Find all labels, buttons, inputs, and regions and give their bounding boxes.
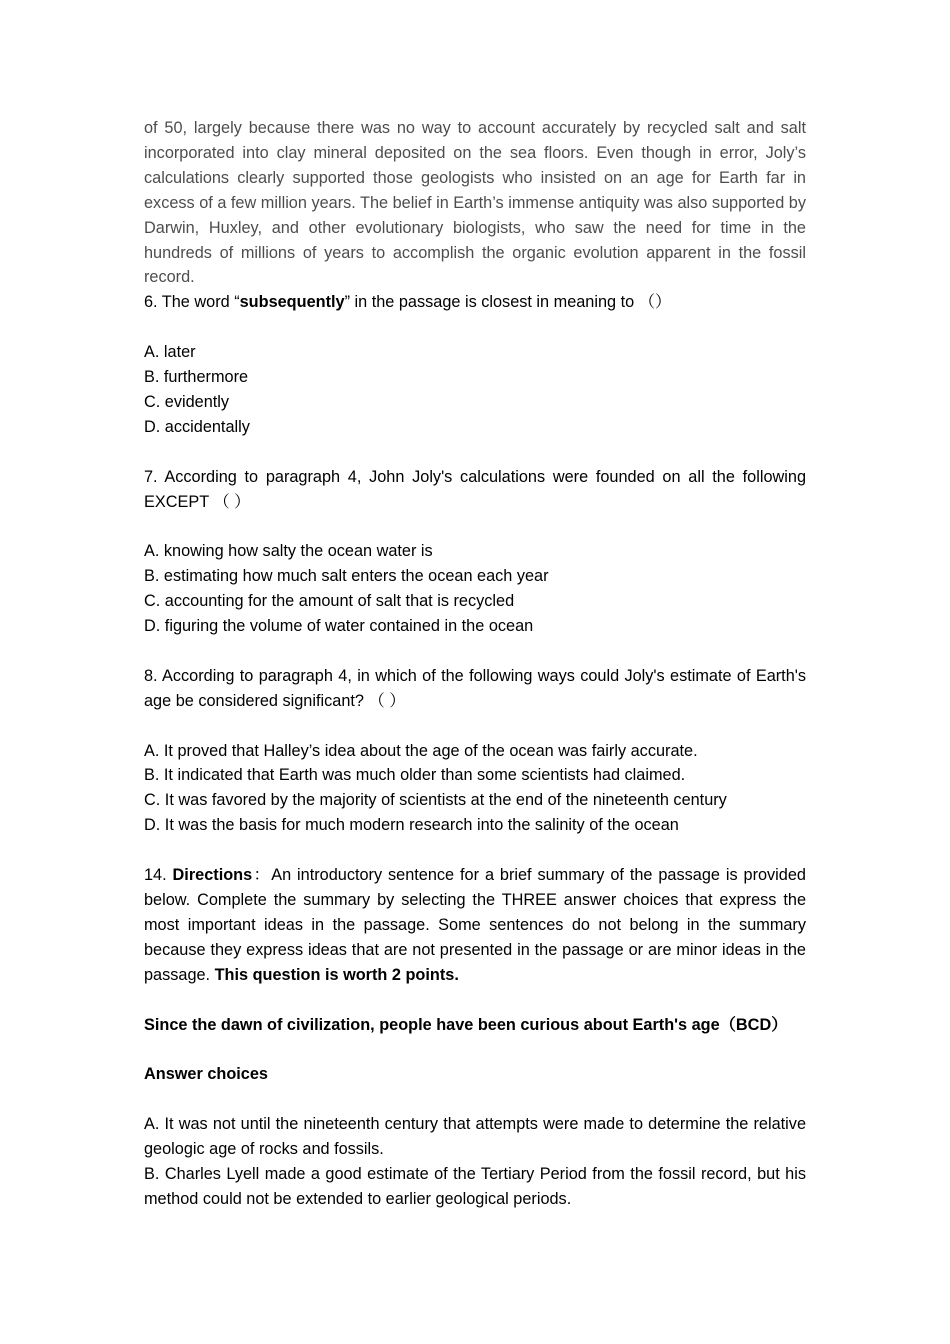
spacer xyxy=(144,838,806,863)
question-8-option-a: A. It proved that Halley’s idea about the age of the ocean was fairly accurate. xyxy=(144,741,698,760)
spacer xyxy=(144,1087,806,1112)
question-14-colon: ： xyxy=(252,866,272,885)
spacer xyxy=(144,988,806,1013)
question-7-option-b: B. estimating how much salt enters the ocean each year xyxy=(144,567,549,586)
question-6-option-b: B. furthermore xyxy=(144,368,249,387)
question-6-option-c: C. evidently xyxy=(144,392,230,411)
question-7-option-c: C. accounting for the amount of salt that is recycled xyxy=(144,592,515,611)
question-6-option-d: D. accidentally xyxy=(144,417,250,436)
question-8-option-b: B. It indicated that Earth was much older than some scientists had claimed. xyxy=(144,766,686,785)
answer-choice-a: A. It was not until the nineteenth century that attempts were made to determine the relative geologic age of rocks and fossils. xyxy=(144,1115,806,1159)
answer-choices-heading xyxy=(144,1062,806,1087)
summary-intro xyxy=(144,1013,806,1038)
summary-intro-text: Since the dawn of civilization, people have been curious about Earth's age（BCD） xyxy=(144,1015,788,1034)
spacer xyxy=(144,440,806,465)
answer-choice-b: B. Charles Lyell made a good estimate of the Tertiary Period from the fossil record, but his method could not be extended to earlier geological periods. xyxy=(144,1164,806,1208)
question-7-option-a: A. knowing how salty the ocean water is xyxy=(144,542,433,561)
question-14-body: An introductory sentence for a brief summary of the passage is provided below. Complete the summary by selecting the THREE answer choices that express the most important ideas in the passage. Some sentences do not belong in the summary because they express ideas that are not presented in the passage or are minor ideas in the passage. xyxy=(144,866,806,984)
question-14-number: 14. xyxy=(144,866,173,885)
question-14-points: This question is worth 2 points. xyxy=(214,965,459,984)
question-6-prefix: 6. The word “ xyxy=(144,293,240,312)
spacer xyxy=(144,639,806,664)
question-6-stem xyxy=(144,290,806,315)
question-14-label: Directions xyxy=(172,866,253,885)
question-8-stem: 8. According to paragraph 4, in which of the following ways could Joly's estimate of Earth's age be considered significant? （ ） xyxy=(144,666,806,710)
spacer xyxy=(144,315,806,340)
question-7-option-d: D. figuring the volume of water contained in the ocean xyxy=(144,617,534,636)
question-8-option-d: D. It was the basis for much modern research into the salinity of the ocean xyxy=(144,816,679,835)
passage-text: of 50, largely because there was no way to account accurately by recycled salt and salt incorporated into clay mineral deposited on the sea floors. Even though in error, Joly’s calculations clearly supported those geologists who insisted on an age for Earth far in excess of a few million years. The belief in Earth’s immense antiquity was also supported by Darwin, Huxley, and other evolutionary biologists, who saw the need for time in the hundreds of millions of years to accomplish the organic evolution apparent in the fossil record. xyxy=(144,119,806,287)
question-7-stem: 7. According to paragraph 4, John Joly's calculations were founded on all the following EXCEPT （ ） xyxy=(144,467,806,511)
question-6-suffix: ” in the passage is closest in meaning to （） xyxy=(344,293,672,312)
question-6-option-a: A. later xyxy=(144,343,196,362)
spacer xyxy=(144,514,806,539)
document-page xyxy=(144,116,806,1212)
answer-choices-heading-text: Answer choices xyxy=(144,1065,268,1084)
question-14-directions xyxy=(144,863,806,988)
spacer xyxy=(144,714,806,739)
question-6-keyword: subsequently xyxy=(239,293,345,312)
question-8-option-c: C. It was favored by the majority of scientists at the end of the nineteenth century xyxy=(144,791,727,810)
spacer xyxy=(144,1037,806,1062)
